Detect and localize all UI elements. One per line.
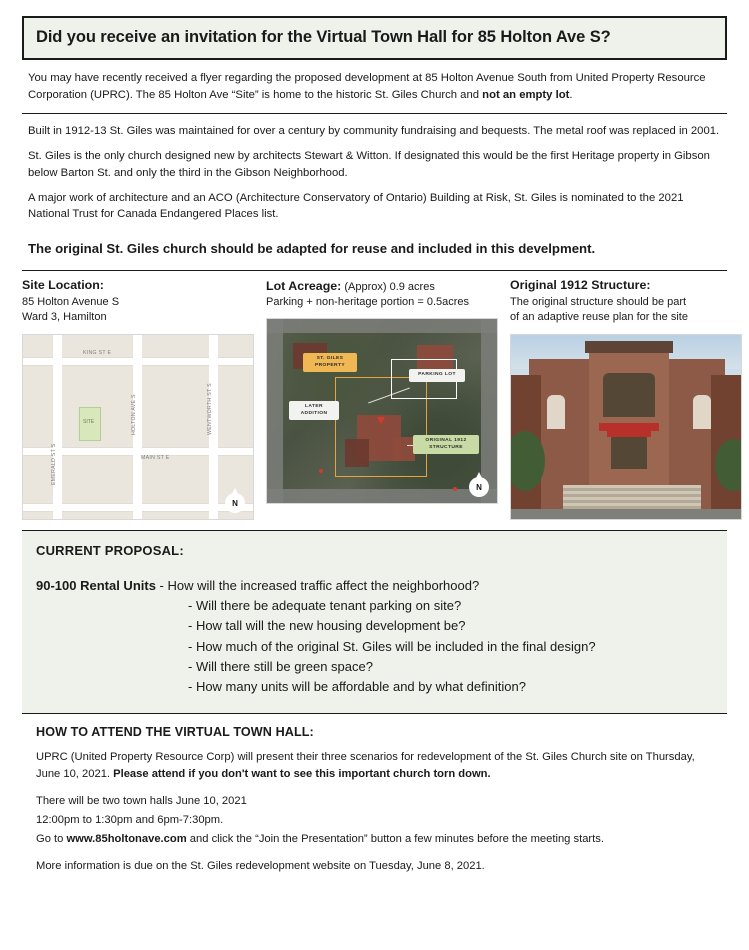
- rental-units-label: 90-100 Rental Units: [36, 578, 156, 594]
- original-structure-heading: Original 1912 Structure:: [510, 277, 651, 292]
- lot-acreage-heading-row: [266, 278, 498, 296]
- list-item: - Will there still be green space?: [188, 658, 373, 674]
- how-to-attend-section: [22, 714, 727, 875]
- aerial-site-photo: [267, 319, 497, 503]
- intro-text-part1: You may have recently received a flyer regarding the proposed development at 85 Holton Avenue South from United Property Resource Corporation (UPRC). The 85 Holton Ave “Site” is home to the historic St. Giles Church and: [28, 71, 706, 101]
- church-photo-figure: [510, 334, 742, 520]
- attend-p1-text: UPRC (United Property Resource Corp) will present their three scenarios for redevelopment of the St. Giles Church site on Thursday, June 10, 2021.: [36, 750, 695, 780]
- attend-more-info: More information is due on the St. Giles redevelopment website on Tuesday, June 8, 2021.: [36, 859, 485, 872]
- column-lot-acreage: [266, 278, 498, 520]
- how-to-attend-title: HOW TO ATTEND THE VIRTUAL TOWN HALL:: [36, 724, 314, 739]
- site-address-line: 85 Holton Avenue S: [22, 295, 120, 308]
- original-structure-note: [510, 295, 742, 326]
- attend-website-line: [36, 831, 713, 848]
- site-location-address: [22, 295, 254, 326]
- map-road-label-wentworth: WENTWORTH ST S: [207, 383, 213, 436]
- attend-presentation-info: [36, 749, 713, 783]
- architects-paragraph: St. Giles is the only church designed new by architects Stewart & Witton. If designated this would be the first Heritage property in Gibson below Barton St. and only the third in the Gibson Neighborhood.: [28, 150, 710, 179]
- aerial-tag-st-giles-property: ST. GILES PROPERTY: [303, 353, 357, 372]
- column-original-structure: [510, 278, 742, 520]
- site-location-map-figure: [22, 334, 254, 520]
- original-structure-line2: of an adaptive reuse plan for the site: [510, 311, 688, 324]
- original-structure-line1: The original structure should be part: [510, 295, 687, 308]
- lot-acreage-heading: Lot Acreage:: [266, 278, 342, 293]
- list-item: - How much of the original St. Giles will be included in the final design?: [188, 638, 596, 654]
- history-paragraph: Built in 1912-13 St. Giles was maintained for over a century by community fundraising and bequests. The metal roof was replaced in 2001.: [28, 124, 720, 137]
- advocacy-statement: The original St. Giles church should be adapted for reuse and included in this develpment.: [28, 240, 596, 256]
- current-proposal-section: [22, 530, 727, 714]
- current-proposal-title: CURRENT PROPOSAL:: [36, 543, 184, 559]
- aerial-compass-icon: N: [469, 477, 489, 497]
- site-location-heading: Site Location:: [22, 277, 104, 292]
- aerial-tag-later-addition: LATER ADDITION: [289, 401, 339, 420]
- page-title: Did you receive an invitation for the Virtual Town Hall for 85 Holton Ave S?: [36, 28, 611, 46]
- list-item: - How tall will the new housing development be?: [188, 618, 466, 634]
- figures-row: [22, 271, 727, 520]
- map-road-label-holton: HOLTON AVE S: [131, 394, 137, 436]
- attend-townhall-line2: 12:00pm to 1:30pm and 6pm-7:30pm.: [36, 813, 224, 826]
- intro-emphasis: not an empty lot: [482, 88, 570, 101]
- headline-banner: [22, 16, 727, 60]
- site-ward-line: Ward 3, Hamilton: [22, 311, 107, 324]
- aerial-photo-figure: [266, 318, 498, 504]
- map-compass-icon: N: [225, 493, 245, 513]
- lot-acreage-value: (Approx) 0.9 acres: [341, 280, 435, 293]
- heritage-risk-paragraph: A major work of architecture and an ACO (Architecture Conservatory of Ontario) Building at Risk, St. Giles is nominated to the 2021 National Trust for Canada Endangered Places list.: [28, 191, 684, 221]
- church-photo: [511, 335, 741, 519]
- attend-p1-emphasis: Please attend if you don't want to see this important church torn down.: [113, 767, 491, 780]
- intro-paragraph: [22, 70, 727, 114]
- map-road-label-king: KING ST E: [83, 350, 112, 357]
- attend-townhall-line1: There will be two town halls June 10, 2021: [36, 794, 247, 807]
- aerial-tag-parking-lot: PARKING LOT: [409, 369, 465, 382]
- proposal-questions-list: [36, 596, 713, 697]
- list-item: - Will there be adequate tenant parking on site?: [188, 598, 462, 614]
- attend-goto-text: Go to: [36, 833, 67, 845]
- website-link[interactable]: www.85holtonave.com: [66, 833, 187, 845]
- proposal-lead-line: [36, 576, 713, 596]
- aerial-tag-original-structure: ORIGINAL 1912 STRUCTURE: [413, 435, 479, 454]
- map-site-label: SITE: [83, 419, 95, 426]
- column-site-location: [22, 278, 254, 520]
- map-road-label-emerald: EMERALD ST S: [51, 443, 57, 486]
- proposal-lead-question: - How will the increased traffic affect the neighborhood?: [155, 578, 480, 594]
- lot-parking-note: Parking + non-heritage portion = 0.5acres: [266, 296, 470, 309]
- intro-text-part2: .: [569, 88, 573, 101]
- map-road-label-main: MAIN ST E: [141, 455, 170, 462]
- list-item: - How many units will be affordable and by what definition?: [188, 678, 526, 694]
- attend-join-text: and click the “Join the Presentation” button a few minutes before the meeting starts.: [186, 833, 604, 845]
- street-map: [23, 335, 253, 519]
